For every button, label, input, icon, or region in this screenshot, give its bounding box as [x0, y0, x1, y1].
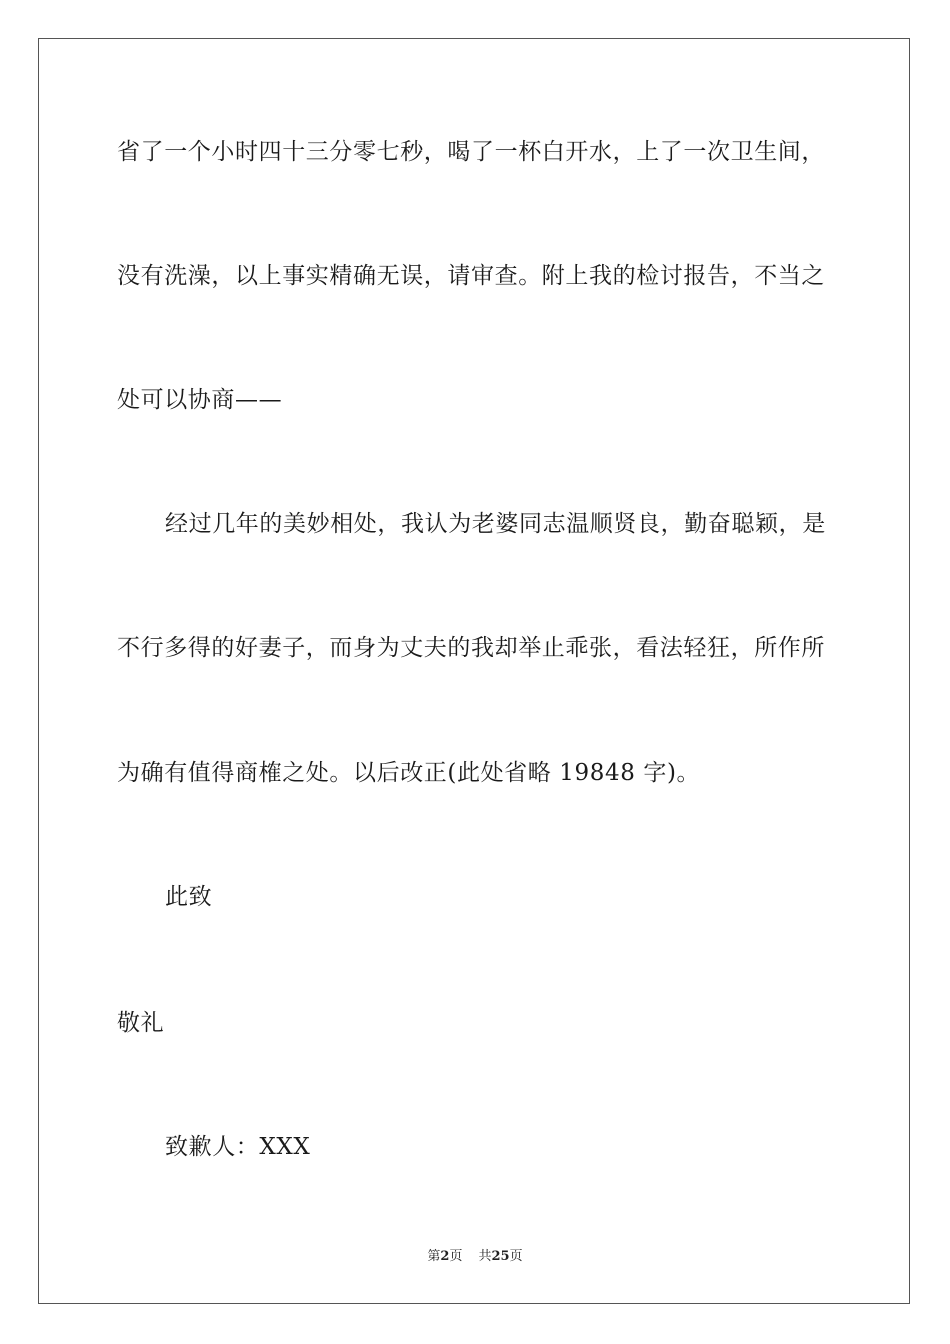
body-text-line: 没有洗澡，以上事实精确无误，请审查。附上我的检讨报告，不当之 [117, 263, 825, 289]
page-prefix: 第 [427, 1249, 441, 1264]
total-prefix: 共 [478, 1249, 492, 1264]
body-text-line: 不行多得的好妻子，而身为丈夫的我却举止乖张，看法轻狂，所作所 [117, 635, 825, 661]
body-text-line: 经过几年的美妙相处，我认为老婆同志温顺贤良，勤奋聪颖，是 [165, 511, 826, 537]
closing-salutation: 此致 [165, 884, 213, 910]
page-suffix: 页 [449, 1249, 463, 1264]
current-page-number: 2 [440, 1249, 450, 1264]
page-footer [0, 1248, 950, 1266]
signature-line: 致歉人：XXX [165, 1134, 311, 1160]
page-border [38, 38, 910, 1304]
body-text-line: 处可以协商—— [117, 387, 283, 413]
total-suffix: 页 [509, 1249, 523, 1264]
body-text-line: 省了一个小时四十三分零七秒，喝了一杯白开水，上了一次卫生间， [117, 139, 825, 165]
body-text-line: 为确有值得商榷之处。以后改正(此处省略 19848 字)。 [117, 760, 701, 786]
total-page-count: 25 [491, 1249, 510, 1264]
closing-regards: 敬礼 [117, 1010, 165, 1036]
